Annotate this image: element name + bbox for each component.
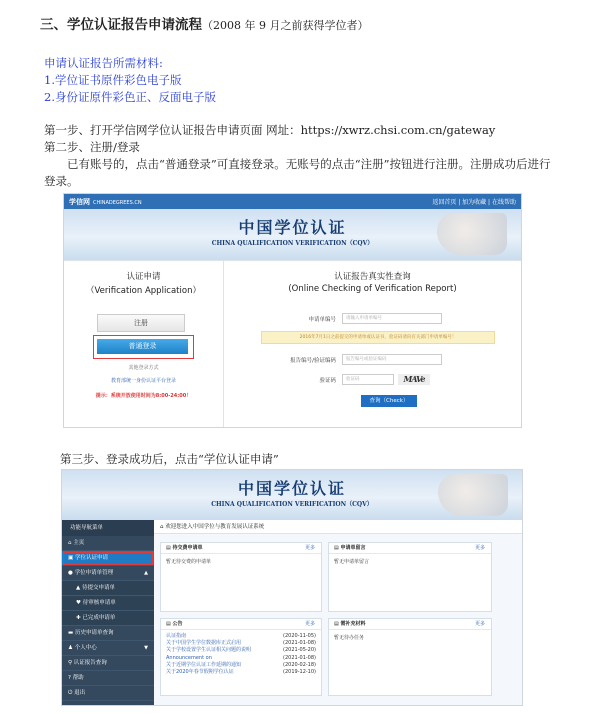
site-brand: 学信网 CHINADEGREES.CN [69,197,142,206]
more-link[interactable]: 更多 [304,545,315,551]
news-list [161,630,321,679]
check-title-en: (Online Checking of Verification Report) [288,284,457,294]
nav-item-report-query[interactable]: ⚲ 认证报告查询 [62,656,154,671]
report-check-panel [224,261,521,427]
top-bar [64,194,521,209]
nav-item-logout[interactable]: ⏻ 退出 [62,686,154,701]
more-link[interactable]: 更多 [474,621,485,627]
tip-banner: 2016年7月1日之前提交的申请单或认证书，验证码请向有关部门申请单编号！ [261,331,495,344]
application-title-en: （Verification Application） [86,286,201,296]
materials-title: 申请认证报告所需材料: [44,56,163,70]
nav-item-application-manage[interactable]: ● 学位申请单管理 ▲ [62,566,154,581]
application-panel [64,261,224,427]
heading-main: 三、学位认证报告申请流程 [40,17,202,33]
application-title-cn: 认证申请 [126,272,161,282]
banner-title-en: CHINA QUALIFICATION VERIFICATION（CQV） [211,240,374,247]
login-highlight-box [93,335,194,359]
chevron-down-icon: ▼ [144,645,148,651]
heading-note: （2008 年 9 月之前获得学位者） [202,19,369,32]
check-title-cn: 认证报告真实性查询 [334,272,411,282]
material-item: 1.学位证书原件彩色电子版 [44,73,182,87]
top-links[interactable]: 返回首页 | 加为收藏 | 在线帮助 [432,199,516,206]
captcha-input[interactable]: 验证码 [342,374,394,385]
dashboard-content [154,520,522,705]
nav-item-pending-submit[interactable]: ▲ 待提交申请单 [62,581,154,596]
step2-text: 已有账号的，点击“普通登录”可直接登录。无账号的点击“注册”按钮进行注册。注册成功后进行登录。 [44,157,551,188]
materials-list [44,55,216,106]
nav-item-help[interactable]: ? 帮助 [62,671,154,686]
report-no-row: 申请单编号 请输入申请单编号 [266,313,442,324]
step2-title: 第二步、注册/登录 [44,140,140,154]
banner-title-en: CHINA QUALIFICATION VERIFICATION（CQV） [211,501,373,508]
service-hours-notice: 提示：系统开放使用时间为8:00-24:00！ [95,393,192,399]
pending-payment-panel: ▤ 待交费申请单 更多 暂无待交费的申请单 [160,542,322,612]
list-item[interactable]: 关于中国学生学位数据库正式启用 (2021-01-08) [166,640,316,647]
nav-item-completed[interactable]: ✚ 已完成申请单 [62,611,154,626]
list-item[interactable]: 关于近期学位认证工作延期的通知 (2020-02-18) [166,661,316,668]
side-nav [62,520,154,705]
material-item: 2.身份证原件彩色正、反面电子版 [44,90,216,104]
captcha-image[interactable]: MAVe [398,374,430,385]
nav-header: 功能导航菜单 [62,520,154,536]
normal-login-button[interactable]: 普通登录 [97,339,188,354]
list-item[interactable]: 关于学校设置学生认证相关问题的说明 (2021-05-20) [166,647,316,654]
banner-image [437,213,507,255]
query-button[interactable]: 查询（Check） [361,395,417,407]
list-item[interactable]: Announcement on (2021-01-08) [166,654,316,661]
cqv-banner [64,209,521,260]
check-code-row: 报告编号/验证编码 报告编号或验证编码 [266,354,442,365]
chevron-up-icon: ▲ [144,570,148,576]
more-link[interactable]: 更多 [474,545,485,551]
banner-title-cn: 中国学位认证 [238,218,347,237]
banner-image [438,474,508,516]
announcement-panel: ▤ 公告 更多 认证指南 (2020-11-05) 关于中国学生学位数据库正式启用 (2021-01-08) 关于学校设置学生认证相关问题的说明 (2021-05-20) Announcement on (2021-01-08) 关于近期学位认证工作延期的通知 (2020-02-18) 关于2020年春节假期学位认证 (2019-12-10) [160,618,322,696]
nav-item-degree-application[interactable]: ▣ 学位认证申请 [62,551,154,566]
banner-title-cn: 中国学位认证 [237,479,346,498]
steps-text [44,122,554,190]
welcome-bar: ⌂ 欢迎您进入中国学位与教育发展认证系统 [154,520,522,534]
list-item[interactable]: 认证指南 (2020-11-05) [166,633,316,639]
register-button[interactable]: 注册 [97,314,185,332]
supplement-panel: ▤ 需补充材料 更多 暂无待办任务 [328,618,492,696]
cqv-banner [62,470,522,520]
nav-item-history[interactable]: ▬ 历史申请单查询 [62,626,154,641]
nav-item-pending-review[interactable]: ♥ 待审核申请单 [62,596,154,611]
report-no-input[interactable]: 请输入申请单编号 [342,313,442,324]
edu-login-link[interactable]: 教育部统一身份认证平台登录 [110,378,176,384]
messages-panel: ▤ 申请单留言 更多 暂无申请单留言 [328,542,492,612]
step1-text: 第一步、打开学信网学位认证报告申请页面 网址：https://xwrz.chsi.com.cn/gateway [44,123,496,137]
more-link[interactable]: 更多 [304,621,315,627]
login-page-screenshot [63,193,522,428]
list-item[interactable]: 关于2020年春节假期学位认证 (2019-12-10) [166,669,316,676]
nav-item-profile[interactable]: ♟ 个人中心 ▼ [62,641,154,656]
other-login-link[interactable]: 其他登录方式 [128,365,159,371]
dashboard-screenshot [61,469,523,706]
nav-item-home[interactable]: ⌂ 主页 [62,536,154,551]
section-heading [40,13,368,33]
captcha-row: 验证码 验证码 MAVe [266,374,430,385]
step3-text: 第三步、登录成功后，点击“学位认证申请” [60,452,279,466]
check-code-input[interactable]: 报告编号或验证编码 [342,354,442,365]
